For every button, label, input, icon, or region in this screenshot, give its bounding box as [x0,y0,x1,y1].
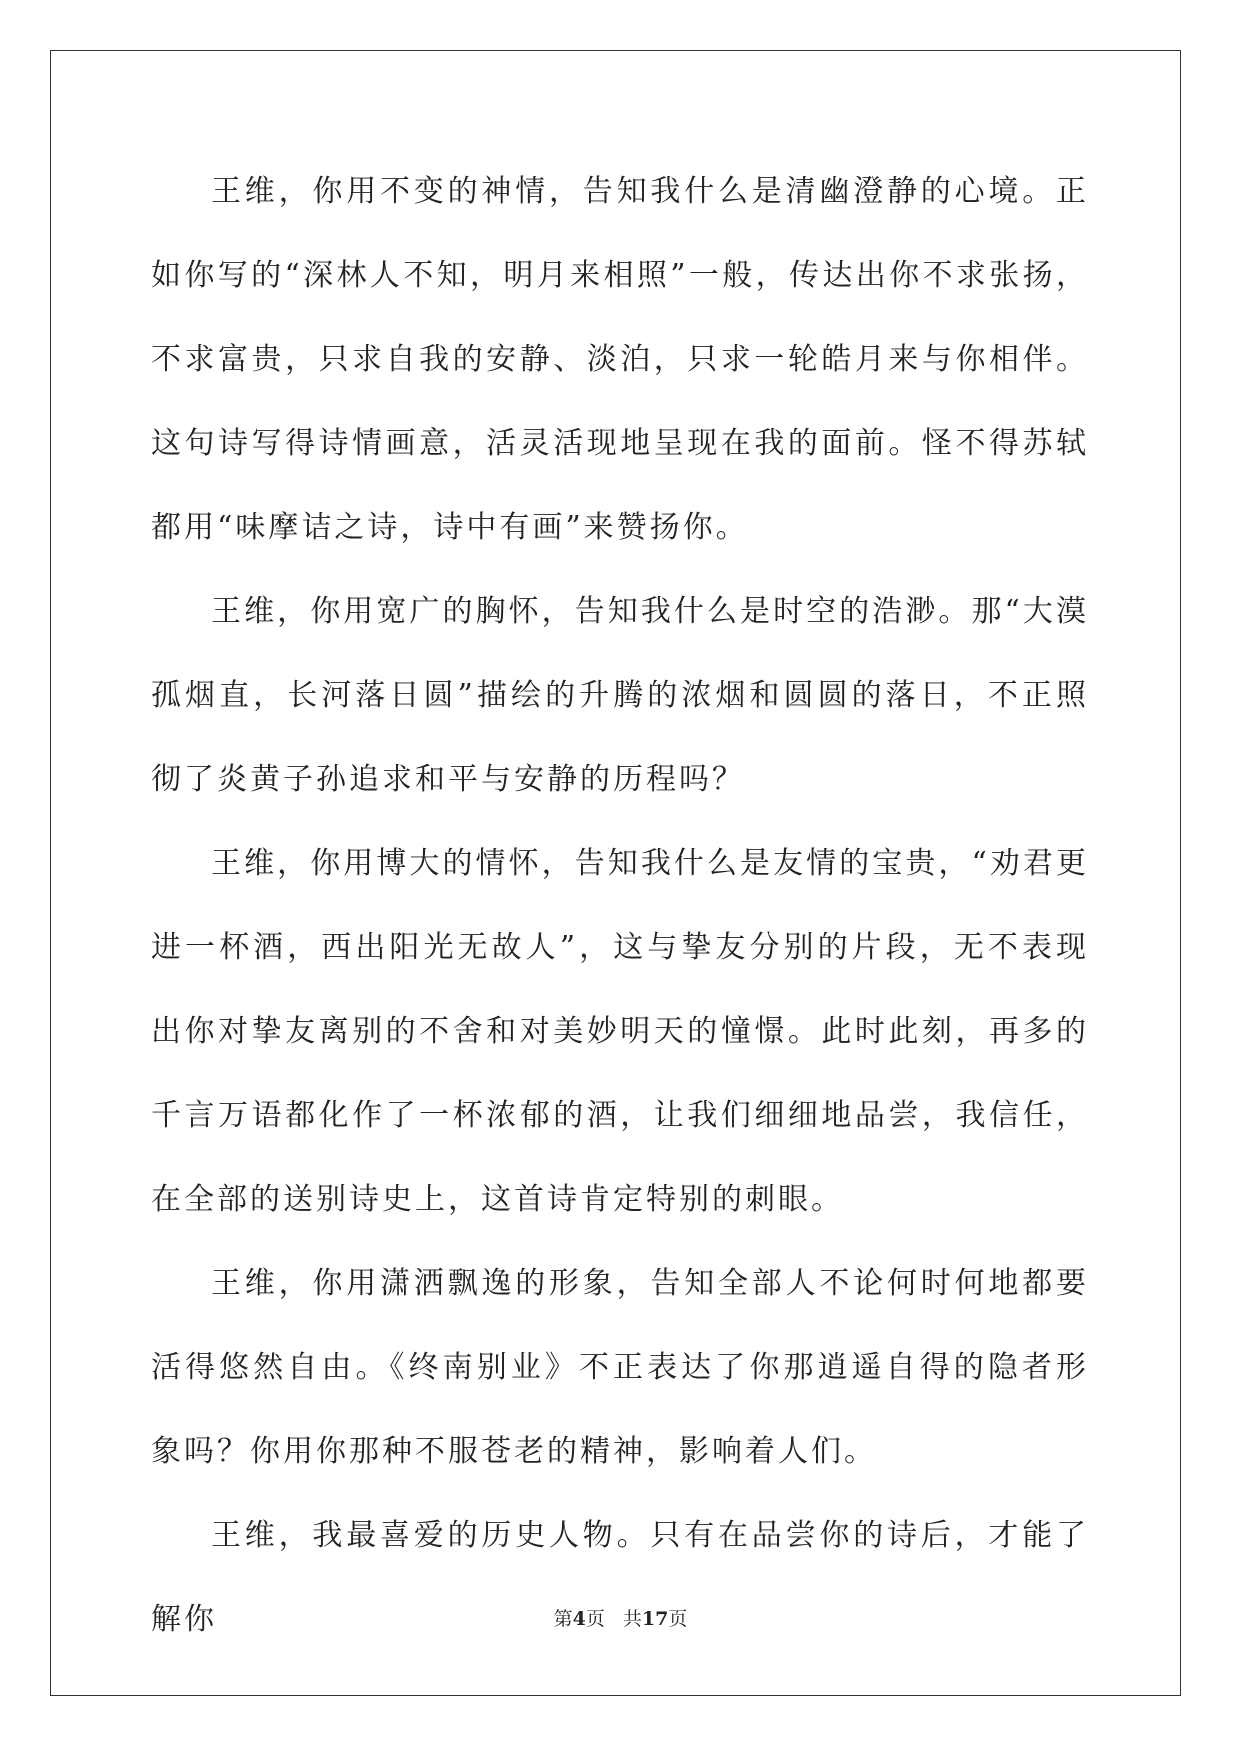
paragraph-3: 王维，你用博大的情怀，告知我什么是友情的宝贵，“劝君更进一杯酒，西出阳光无故人”，这与挚友分别的片段，无不表现出你对挚友离别的不舍和对美妙明天的憧憬。此时此刻，再多的千言万语都化作了一杯浓郁的酒，让我们细细地品尝，我信任，在全部的送别诗史上，这首诗肯定特别的刺眼。 [151,846,1089,1217]
page-prefix: 第 [553,1608,573,1630]
page-current: 4 [572,1608,586,1630]
total-suffix: 页 [668,1608,688,1630]
paragraph-4: 王维，你用潇洒飘逸的形象，告知全部人不论何时何地都要活得悠然自由。《终南别业》不正表达了你那逍遥自得的隐者形象吗？你用你那种不服苍老的精神，影响着人们。 [151,1266,1089,1469]
page-footer [0,1604,1241,1631]
document-body [151,150,1089,1662]
paragraph-2: 王维，你用宽广的胸怀，告知我什么是时空的浩渺。那“大漠孤烟直，长河落日圆”描绘的升腾的浓烟和圆圆的落日，不正照彻了炎黄子孙追求和平与安静的历程吗？ [151,594,1089,797]
paragraph-1: 王维，你用不变的神情，告知我什么是清幽澄静的心境。正如你写的“深林人不知，明月来相照”一般，传达出你不求张扬，不求富贵，只求自我的安静、淡泊，只求一轮皓月来与你相伴。这句诗写得诗情画意，活灵活现地呈现在我的面前。怪不得苏轼都用“味摩诘之诗，诗中有画”来赞扬你。 [151,174,1089,545]
paragraph-5: 王维，我最喜爱的历史人物。只有在品尝你的诗后，才能了解你 [151,1518,1089,1637]
page-suffix: 页 [585,1608,605,1630]
total-prefix: 共 [622,1608,642,1630]
page-total: 17 [641,1608,669,1630]
